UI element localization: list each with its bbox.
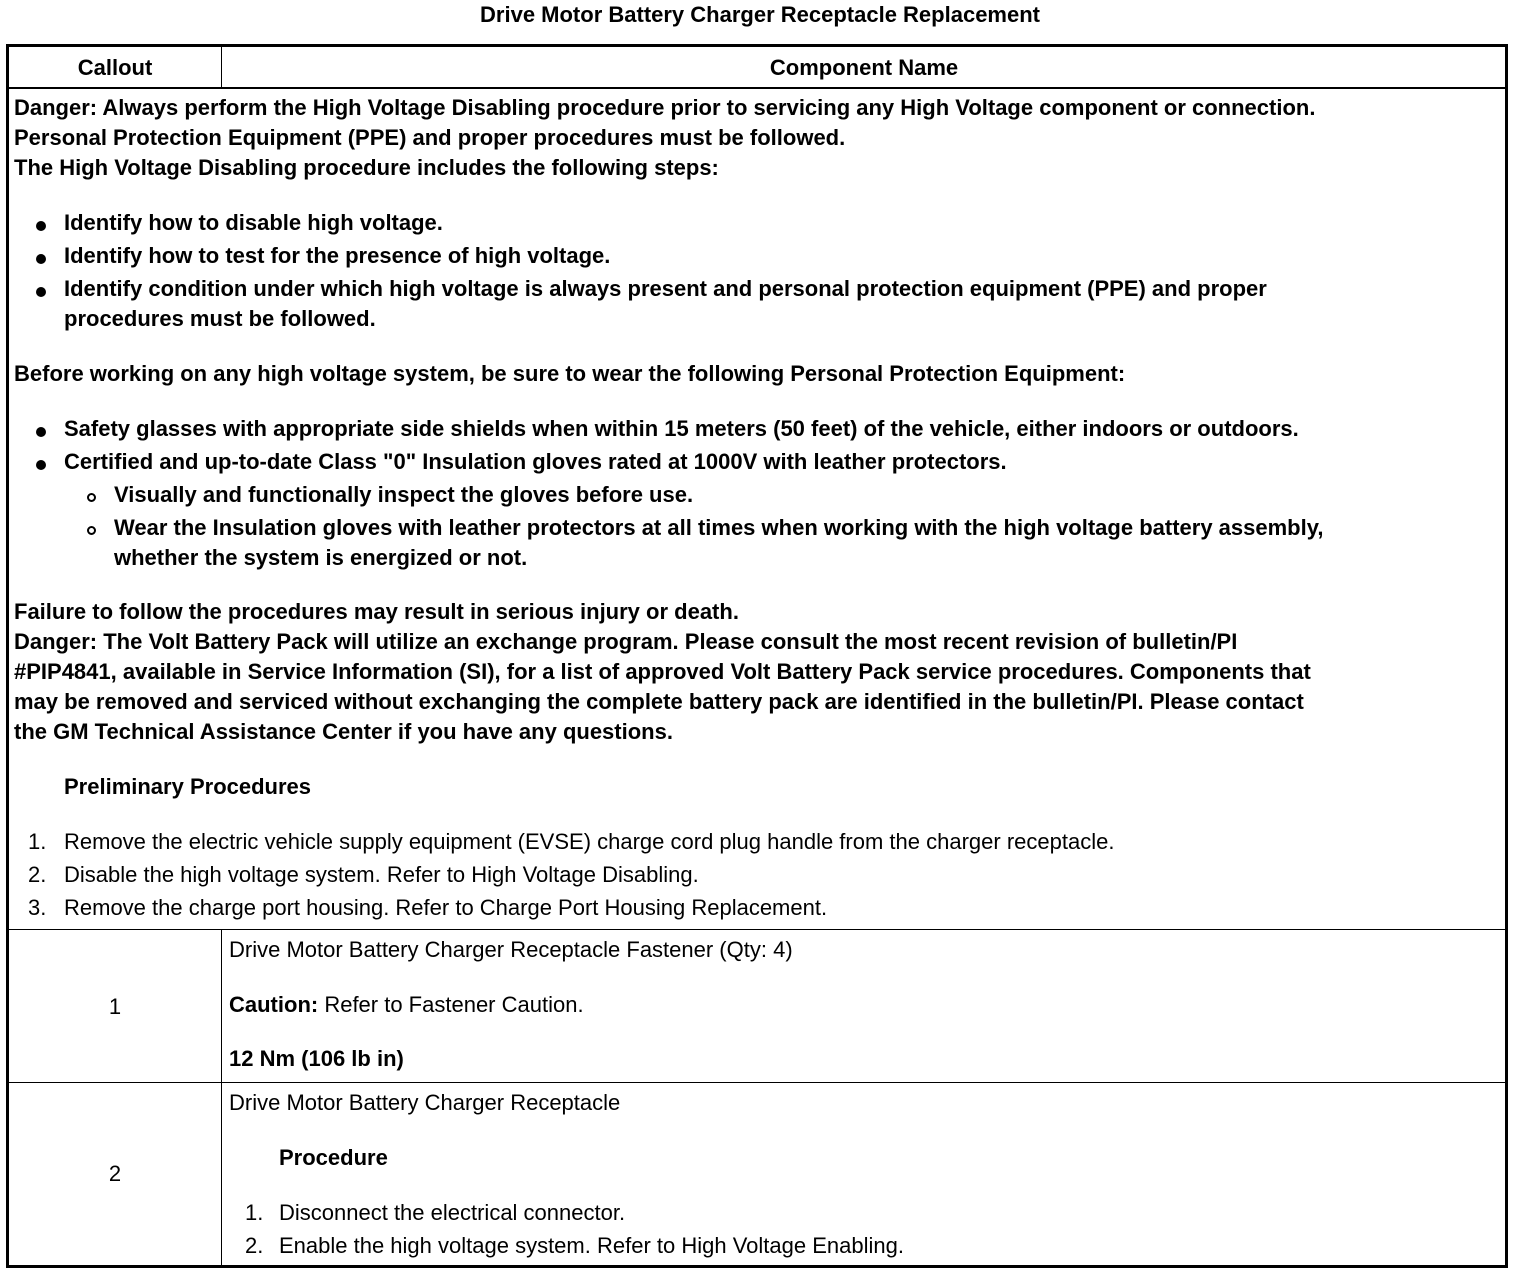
danger-line: Danger: Always perform the High Voltage Disabling procedure prior to servicing any High Voltage component or connection. — [14, 95, 1316, 120]
list-item: Identify condition under which high voltage is always present and personal protection equipment (PPE) and proper — [64, 276, 1267, 301]
component-name: Drive Motor Battery Charger Receptacle Fastener (Qty: 4) — [229, 937, 793, 962]
callout-number: 2 — [108, 1161, 122, 1186]
danger-line: The High Voltage Disabling procedure includes the following steps: — [14, 155, 719, 180]
row-divider — [9, 1082, 1505, 1083]
danger-line: the GM Technical Assistance Center if you have any questions. — [14, 719, 673, 744]
list-item: Safety glasses with appropriate side shields when within 15 meters (50 feet) of the vehicle, either indoors or outdoors. — [64, 416, 1299, 441]
torque-spec: 12 Nm (106 lb in) — [229, 1046, 404, 1071]
step-number: 2. — [245, 1233, 264, 1258]
step-text: Remove the electric vehicle supply equipment (EVSE) charge cord plug handle from the charger receptacle. — [64, 829, 1115, 854]
header-component-name: Component Name — [769, 55, 959, 80]
sub-list-item: Wear the Insulation gloves with leather protectors at all times when working with the high voltage battery assembly, — [114, 515, 1324, 540]
danger-line: may be removed and serviced without exchanging the complete battery pack are identified in the bulletin/PI. Please contact — [14, 689, 1304, 714]
step-number: 1. — [28, 829, 47, 854]
header-callout: Callout — [77, 55, 153, 80]
bullet-icon — [36, 221, 46, 231]
bullet-icon — [36, 427, 46, 437]
danger-line: Personal Protection Equipment (PPE) and proper procedures must be followed. — [14, 125, 846, 150]
step-number: 3. — [28, 895, 47, 920]
step-number: 2. — [28, 862, 47, 887]
page-title: Drive Motor Battery Charger Receptacle Replacement — [480, 2, 1040, 27]
component-name: Drive Motor Battery Charger Receptacle — [229, 1090, 621, 1115]
circle-bullet-icon — [87, 493, 96, 502]
step-number: 1. — [245, 1200, 264, 1225]
row-divider — [9, 929, 1505, 930]
list-item: Identify how to disable high voltage. — [64, 210, 443, 235]
circle-bullet-icon — [87, 526, 96, 535]
list-item: Certified and up-to-date Class "0" Insulation gloves rated at 1000V with leather protectors. — [64, 449, 1007, 474]
table-header — [9, 47, 1505, 89]
header-divider — [221, 47, 222, 87]
step-text: Enable the high voltage system. Refer to High Voltage Enabling. — [279, 1233, 904, 1258]
procedure-heading: Procedure — [279, 1145, 388, 1170]
caution-text: Refer to Fastener Caution. — [318, 992, 584, 1017]
bullet-icon — [36, 254, 46, 264]
column-divider — [221, 929, 222, 1267]
step-text: Remove the charge port housing. Refer to Charge Port Housing Replacement. — [64, 895, 828, 920]
procedure-table — [6, 44, 1508, 1268]
bullet-icon — [36, 460, 46, 470]
list-item: Identify how to test for the presence of high voltage. — [64, 243, 611, 268]
list-item: procedures must be followed. — [64, 306, 376, 331]
danger-line: Danger: The Volt Battery Pack will utilize an exchange program. Please consult the most recent revision of bulletin/PI — [14, 629, 1238, 654]
step-text: Disconnect the electrical connector. — [279, 1200, 626, 1225]
caution-note — [229, 990, 584, 1020]
callout-number: 1 — [108, 994, 122, 1019]
ppe-intro: Before working on any high voltage system, be sure to wear the following Personal Protection Equipment: — [14, 361, 1126, 386]
failure-warning: Failure to follow the procedures may result in serious injury or death. — [14, 599, 739, 624]
prelim-heading: Preliminary Procedures — [64, 774, 312, 799]
danger-line: #PIP4841, available in Service Information (SI), for a list of approved Volt Battery Pack service procedures. Components that — [14, 659, 1311, 684]
caution-label: Caution: — [229, 992, 319, 1017]
bullet-icon — [36, 287, 46, 297]
sub-list-item: whether the system is energized or not. — [114, 545, 528, 570]
step-text: Disable the high voltage system. Refer to High Voltage Disabling. — [64, 862, 699, 887]
sub-list-item: Visually and functionally inspect the gloves before use. — [114, 482, 694, 507]
